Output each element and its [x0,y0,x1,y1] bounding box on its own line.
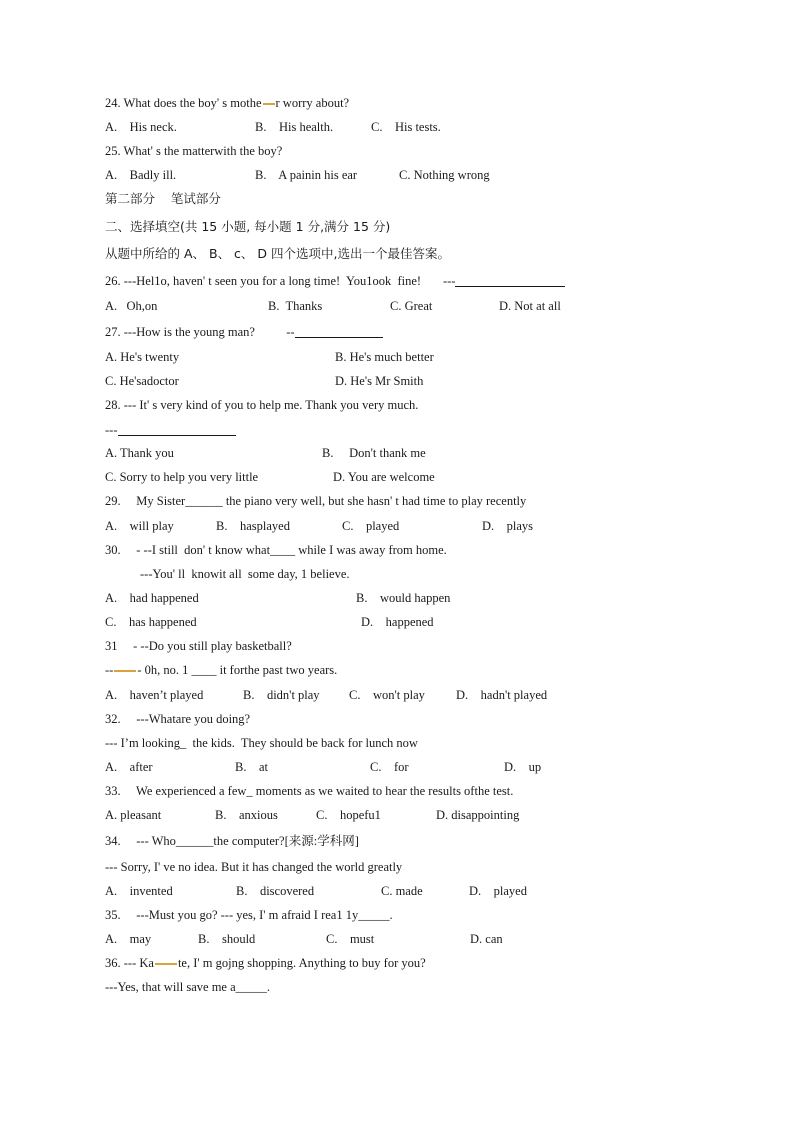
q24-option-a: A. His neck. [105,120,177,134]
q34-option-b: B. discovered [236,884,315,898]
q26-option-c: C. Great [390,299,433,313]
answer-blank [118,423,236,436]
q30-option-a: A. had happened [105,591,199,605]
q34-option-a: A. invented [105,884,173,898]
q33-option-a: A. pleasant [105,808,162,822]
q30-stem: 30. - --I still don' t know what____ while I was away from home. [105,543,447,557]
q26-option-a: A. Oh,on [105,299,158,313]
answer-blank [295,325,383,338]
correction-mark [114,670,136,672]
q32-option-c: C. for [370,760,409,774]
q29-option-b: B. hasplayed [216,519,290,533]
q33-stem: 33. We experienced a few_ moments as we waited to hear the results ofthe test. [105,784,514,798]
q27-option-a: A. He's twenty [105,350,180,364]
q35-stem: 35. ---Must you go? --- yes, I' m afraid I rea1 1y_____. [105,908,393,922]
q31-option-b: B. didn't play [243,688,320,702]
q35-option-a: A. may [105,932,152,946]
q29-stem: 29. My Sister______ the piano very well, but she hasn' t had time to play recently [105,494,527,508]
q31-option-a: A. haven’t played [105,688,204,702]
q36-stem-part1: 36. --- Ka [105,956,154,970]
part2-title: 第二部分 笔试部分 [105,191,221,206]
q29-option-c: C. played [342,519,400,533]
q26-option-b: B. Thanks [268,299,323,313]
q34-option-c: C. made [381,884,423,898]
q29-option-a: A. will play [105,519,174,533]
q32-option-b: B. at [235,760,268,774]
q31-option-d: D. hadn't played [456,688,548,702]
q29-option-d: D. plays [482,519,534,533]
q36-stem-part2: te, I' m gojng shopping. Anything to buy for you? [177,956,426,970]
section2-title: 二、选择填空(共 15 小题, 每小题 1 分,满分 15 分) [105,219,391,234]
q30-option-c: C. has happened [105,615,197,629]
q34-option-d: D. played [469,884,527,898]
q31-response-part2: - 0h, no. 1 ____ it forthe past two years. [137,663,338,677]
q26-stem-text: 26. ---Hel1o, haven' t seen you for a long time! You1ook fine! --- [105,274,456,288]
q27-stem [105,324,383,340]
q25-option-a: A. Badly ill. [105,168,177,182]
answer-blank [455,274,565,287]
q27-stem-text: 27. ---How is the young man? -- [105,325,295,339]
q33-option-c: C. hopefu1 [316,808,381,822]
q27-option-c: C. He'sadoctor [105,374,179,388]
q28-option-d: D. You are welcome [333,470,435,484]
q25-stem: 25. What' s the matterwith the boy? [105,144,283,158]
q32-option-a: A. after [105,760,153,774]
q24-stem-part2: r worry about? [275,96,350,110]
q31-stem: 31 - --Do you still play basketball? [105,639,292,653]
q28-stem: 28. --- It' s very kind of you to help me. Thank you very much. [105,398,419,412]
q35-option-d: D. can [470,932,503,946]
q35-option-c: C. must [326,932,375,946]
q36-stem [105,955,426,971]
q31-option-c: C. won't play [349,688,425,702]
q36-response: ---Yes, that will save me a_____. [105,980,271,994]
q25-option-b: B. A painin his ear [255,168,358,182]
q34-response: --- Sorry, I' ve no idea. But it has changed the world greatly [105,860,403,874]
q31-response [105,662,337,678]
q34-stem-text: 34. --- Who______the computer?[来源:学科网] [105,834,359,848]
q30-option-b: B. would happen [356,591,451,605]
q28-option-b: B. Don't thank me [322,446,426,460]
section2-instructions: 从题中所给的 A、 B、 c、 D 四个选项中,选出一个最佳答案。 [105,246,450,261]
q27-option-b: B. He's much better [335,350,434,364]
q31-response-part1: -- [105,663,114,677]
correction-mark [263,103,275,105]
q24-option-b: B. His health. [255,120,334,134]
q30-response: ---You' ll knowit all some day, 1 believe. [140,567,350,581]
q28-response-text: --- [105,423,118,437]
q32-option-d: D. up [504,760,542,774]
q26-option-d: D. Not at all [499,299,561,313]
q24-option-c: C. His tests. [371,120,441,134]
correction-mark [155,963,177,965]
q32-stem: 32. ---Whatare you doing? [105,712,251,726]
q26-stem [105,273,565,289]
q33-option-d: D. disappointing [436,808,520,822]
q25-option-c: C. Nothing wrong [399,168,490,182]
q24-stem [105,95,349,111]
q24-stem-part1: 24. What does the boy' s mothe [105,96,262,110]
q30-option-d: D. happened [361,615,434,629]
q32-response: --- I’m looking_ the kids. They should be back for lunch now [105,736,418,750]
q35-option-b: B. should [198,932,256,946]
q28-option-c: C. Sorry to help you very little [105,470,259,484]
q28-option-a: A. Thank you [105,446,174,460]
q27-option-d: D. He's Mr Smith [335,374,424,388]
q33-option-b: B. anxious [215,808,278,822]
q34-stem [105,833,359,849]
q28-response [105,422,236,438]
